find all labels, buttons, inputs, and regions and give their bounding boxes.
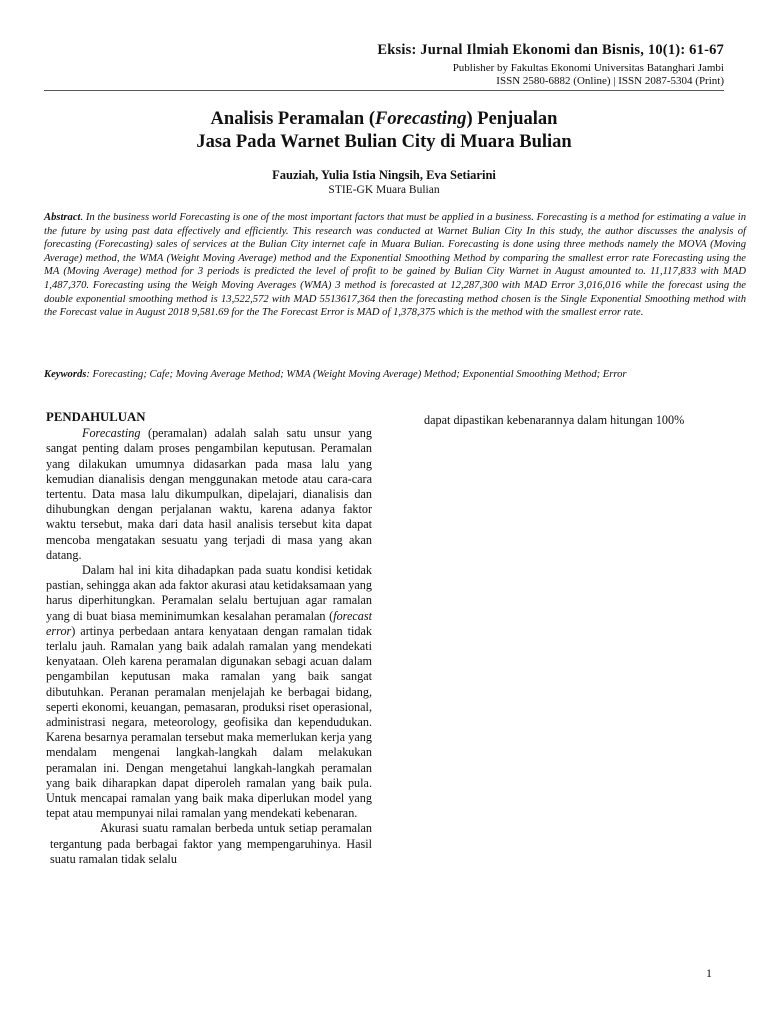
journal-header [377,42,724,87]
abstract-text: . In the business world Forecasting is one of the most important factors that must be applied in a business. Forecasting is a method for estimating a value in the future by using past data effectively and efficiently. This research was conducted at Warnet Bulian City In this study, the author discusses the analysis of forecasting (Forecasting) sales of services at the Bulian City internet cafe in Muara Bulian. Forecasting is done using three methods namely the MOVA (Moving Average) method, the WMA (Weight Moving Average) method and the Exponential Smoothing Method by comparing the smallest error rate Forecasting using the MA (Moving Average) method for 3 periods is predicted the level of profit to be gained by Bulian City Warnet in August amounted to. 11,117,833 with MAD 1,487,370. Forecasting using the Weigh Moving Averages (WMA) 3 method is forecasted at 12,287,300 with MAD Error 3,016,016 while the forecast using the double exponential smoothing method is 13,522,572 with MAD 5513617,364 then the forecasting method chosen is the Single Exponential Smoothing method with the Forecast value in August 2018 9,581.69 for the The Forecast Error is MAD of 1,378,375 which is the method with the smallest error rate. [44,212,746,319]
journal-title: Eksis: Jurnal Ilmiah Ekonomi dan Bisnis, 10(1): 61-67 [377,42,724,58]
abstract-label: Abstract [44,212,81,223]
header-divider [44,90,724,91]
abstract [44,211,746,320]
paragraph-3: Akurasi suatu ramalan berbeda untuk setiap peramalan tergantung pada berbagai faktor yang mempengaruhinya. Hasil suatu ramalan tidak selalu [50,821,372,866]
keywords [44,368,746,382]
paragraph-1: Forecasting (peramalan) adalah salah satu unsur yang sangat penting dalam proses pengambilan keputusan. Peramalan yang dilakukan umumnya didasarkan pada masa lalu yang kemudian dianalisis dengan menggunakan metode atau cara-cara tertentu. Data masa lalu dikumpulkan, dipelajari, dianalisis dan dihubungkan dengan perjalanan waktu, karena adanya faktor waktu tersebut, maka dari data hasil analisis tersebut kita dapat mencoba mengatakan sesuatu yang terjadi di masa yang akan datang. [46,426,372,562]
publisher-line: Publisher by Fakultas Ekonomi Universitas Batanghari Jambi [452,62,724,74]
paragraph-2: Dalam hal ini kita dihadapkan pada suatu kondisi ketidak pastian, sehingga akan ada faktor akurasi atau ketidaksamaan yang harus diperhitungkan. Peramalan selalu bertujuan agar ramalan yang di buat biasa meminimumkan kesalahan peramalan (forecast error) artinya perbedaan antara kenyataan dengan ramalan tidak terlalu jauh. Ramalan yang baik adalah ramalan yang mendekati kenyataan. Oleh karena peramalan digunakan sebagi acuan dalam pengambilan keputusan maka ramalan yang baik sangat dibutuhkan. Peranan peramalan menjelajah ke berbagai bidang, seperti ekonomi, keuangan, pemasaran, produksi riset operasional, administrasi negara, meteorology, geofisika dan kependudukan. Karena besarnya peramalan tersebut maka memerlukan kerja yang mendalam mengenai langkah-langkah dalam melakukan peramalan ini. Dengan mengetahui langkah-langkah peramalan yang baik diharapkan dapat diperoleh ramalan yang baik pula. Untuk mencapai ramalan yang baik maka diperlukan model yang tepat atau mempunyai nilai ramalan yang mendekati kebenaran. [46,563,372,821]
section-heading: PENDAHULUAN [46,410,146,424]
authors: Fauziah, Yulia Istia Ningsih, Eva Setiarini [272,168,496,182]
keywords-text: : Forecasting; Cafe; Moving Average Method; WMA (Weight Moving Average) Method; Exponential Smoothing Method; Error [86,369,627,380]
title-line-2: Jasa Pada Warnet Bulian City di Muara Bulian [196,132,572,152]
issn-line: ISSN 2580-6882 (Online) | ISSN 2087-5304 (Print) [496,75,724,87]
affiliation: STIE-GK Muara Bulian [328,184,440,196]
keywords-label: Keywords [44,369,87,380]
title-italic-term: Forecasting [375,109,467,129]
paper-title [0,108,768,154]
title-line-1: Analisis Peramalan (Forecasting) Penjualan [210,109,558,129]
right-column-text: dapat dipastikan kebenarannya dalam hitungan 100% [424,413,685,427]
page-number: 1 [706,966,712,980]
left-column [46,410,372,867]
right-column [424,413,734,428]
